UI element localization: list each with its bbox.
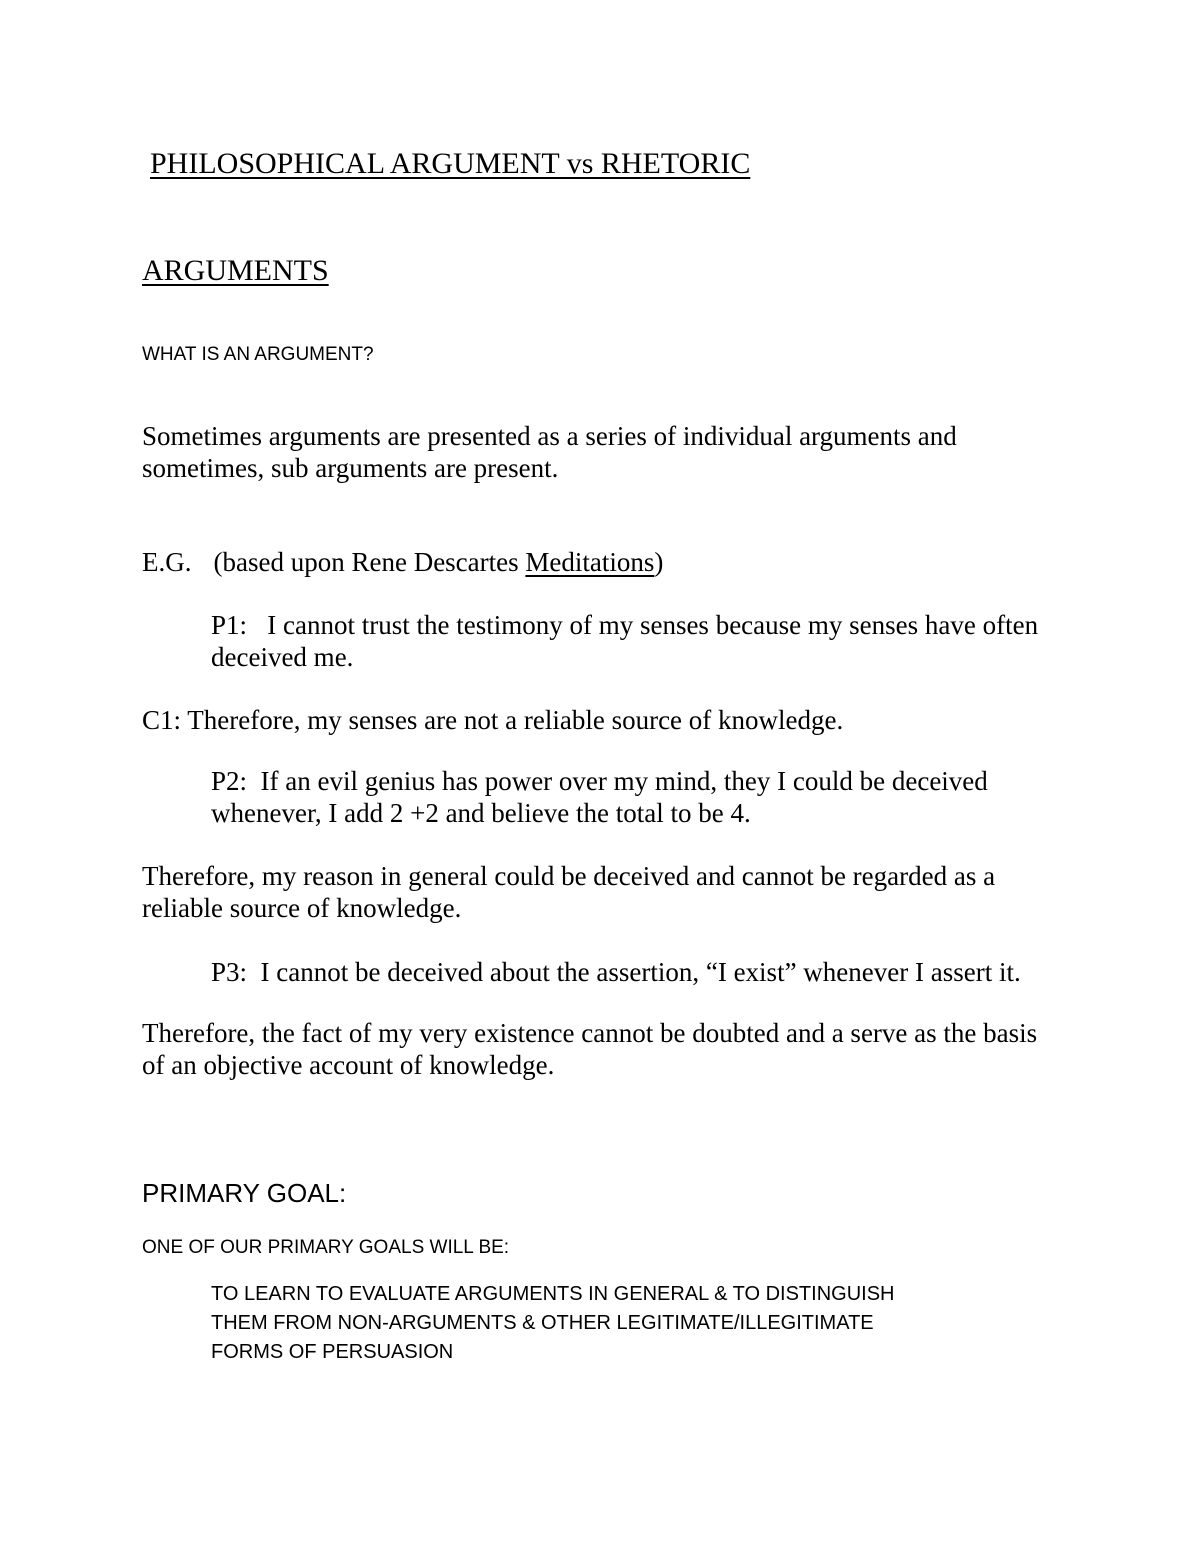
conclusion-c3-line-1: Therefore, the fact of my very existence cannot be doubted and a serve as the basis xyxy=(142,1018,1038,1048)
example-line xyxy=(142,546,663,578)
premise-p1-line-1: P1: I cannot trust the testimony of my senses because my senses have often xyxy=(211,610,1039,640)
example-work-title: Meditations xyxy=(525,547,655,577)
goal-intro: ONE OF OUR PRIMARY GOALS WILL BE: xyxy=(142,1237,510,1258)
goal-text-line-2: THEM FROM NON-ARGUMENTS & OTHER LEGITIMATE/ILLEGITIMATE xyxy=(211,1312,874,1334)
conclusion-c2-line-2: reliable source of knowledge. xyxy=(142,893,462,923)
conclusion-c1: C1: Therefore, my senses are not a reliable source of knowledge. xyxy=(142,705,844,735)
premise-p2 xyxy=(211,765,988,829)
premise-p2-line-2: whenever, I add 2 +2 and believe the total to be 4. xyxy=(211,798,751,828)
conclusion-c3-line-2: of an objective account of knowledge. xyxy=(142,1050,555,1080)
example-basis-before: (based upon Rene Descartes xyxy=(213,547,526,577)
premise-p2-line-1: P2: If an evil genius has power over my mind, they I could be deceived xyxy=(211,766,988,796)
intro-line-1: Sometimes arguments are presented as a series of individual arguments and xyxy=(142,421,957,451)
conclusion-c3 xyxy=(142,1017,1037,1081)
example-basis-after: ) xyxy=(654,547,664,577)
goal-heading: PRIMARY GOAL: xyxy=(142,1178,347,1208)
intro-line-2: sometimes, sub arguments are present. xyxy=(142,453,559,483)
goal-text xyxy=(211,1280,895,1367)
goal-text-line-3: FORMS OF PERSUASION xyxy=(211,1341,454,1363)
example-prefix: E.G. xyxy=(142,547,192,577)
goal-text-line-1: TO LEARN TO EVALUATE ARGUMENTS IN GENERAL & TO DISTINGUISH xyxy=(211,1283,895,1305)
document-title: PHILOSOPHICAL ARGUMENT vs RHETORIC xyxy=(150,147,751,180)
premise-p3: P3: I cannot be deceived about the assertion, “I exist” whenever I assert it. xyxy=(211,957,1021,987)
conclusion-c2 xyxy=(142,860,995,924)
premise-p1 xyxy=(211,609,1038,673)
section-heading-arguments: ARGUMENTS xyxy=(142,254,329,287)
premise-p1-line-2: deceived me. xyxy=(211,642,354,672)
conclusion-c2-line-1: Therefore, my reason in general could be deceived and cannot be regarded as a xyxy=(142,861,996,891)
subheading-what-is-an-argument: WHAT IS AN ARGUMENT? xyxy=(142,344,374,365)
intro-paragraph xyxy=(142,420,957,484)
